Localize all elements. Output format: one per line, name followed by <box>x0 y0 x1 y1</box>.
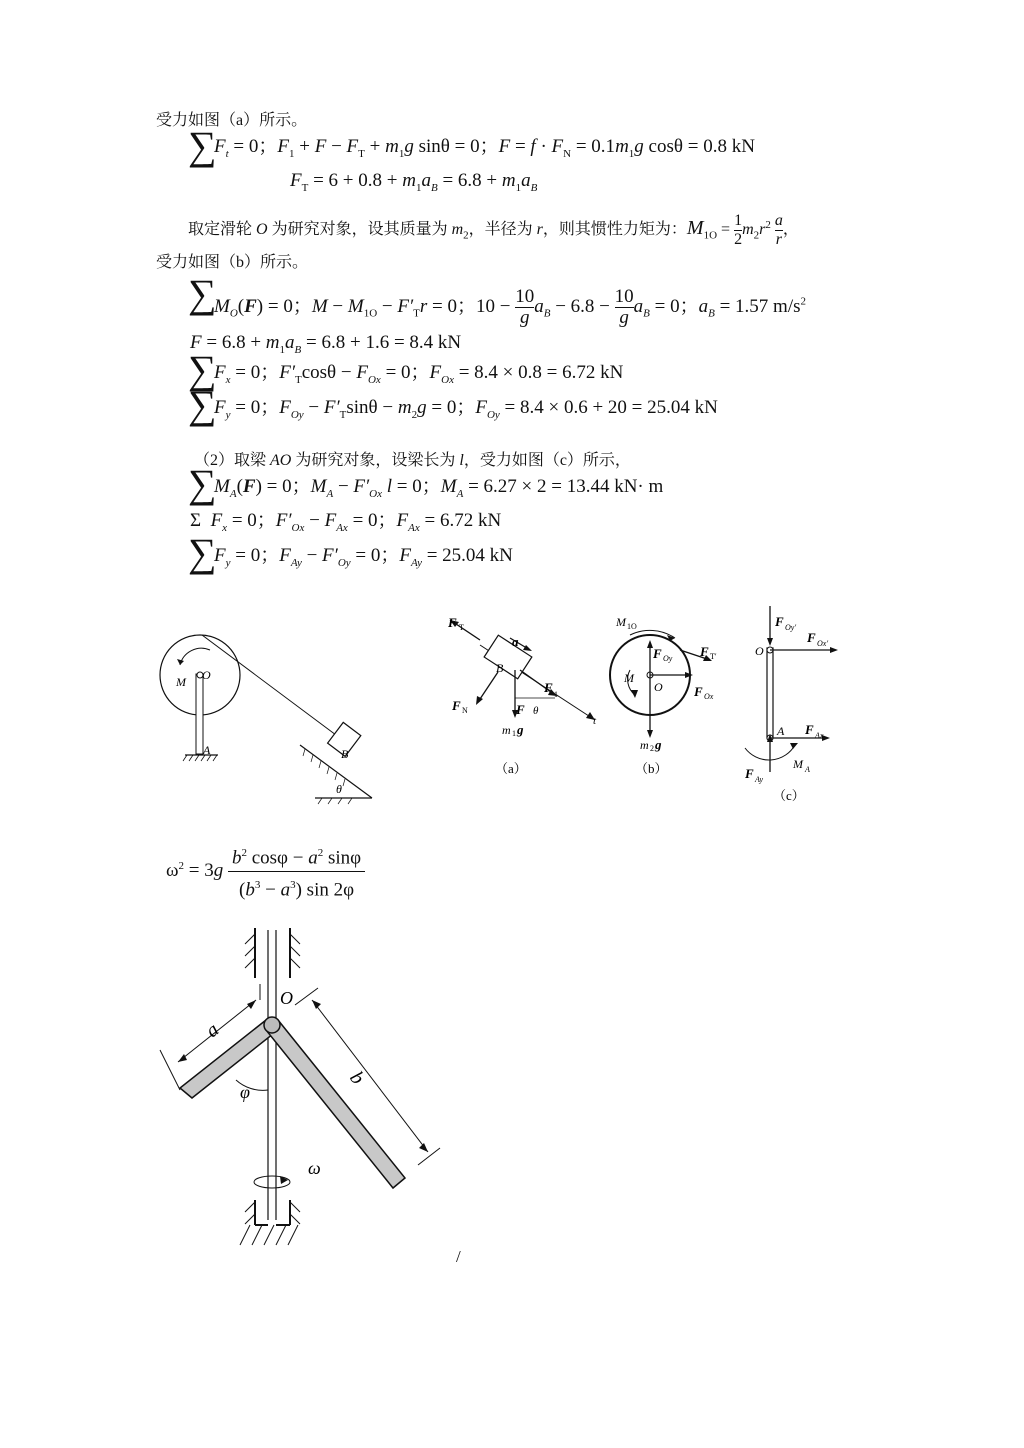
post <box>196 674 203 754</box>
label-MA: M <box>793 757 803 771</box>
text-line-1: 受力如图（a）所示。 <box>156 112 308 129</box>
label-FOx-sub: Ox′ <box>817 639 829 648</box>
label-O: O <box>202 668 211 682</box>
block <box>484 635 532 679</box>
label-FAx-sub: Ax <box>815 731 824 740</box>
label-M1O-sub: 1O <box>627 622 637 631</box>
label-F1: F <box>544 680 553 695</box>
figure-b <box>600 610 740 785</box>
label-FOy: F <box>775 614 784 629</box>
page-mark: / <box>456 1247 461 1266</box>
label-O: O <box>654 680 663 694</box>
label-FOy-sub: Oy′ <box>785 623 797 632</box>
label-FT-sub: T <box>459 623 464 632</box>
label-FAy: F <box>745 766 754 781</box>
caption-c: （c） <box>773 788 805 803</box>
label-FT: F <box>448 615 457 630</box>
label-g: g <box>517 722 524 737</box>
figure-a <box>440 610 615 785</box>
label-omega: ω <box>308 1158 321 1178</box>
label-m1g: m <box>502 723 511 737</box>
equation-4: $F = 6.8 + m_1a_B = 6.8 + 1.6 = 8.4$ kN <box>190 332 462 356</box>
label-a: a <box>512 634 519 649</box>
label-FAx: F <box>805 722 814 737</box>
label-F: F <box>516 702 525 717</box>
text-line-5: 受力如图（b）所示。 <box>156 254 309 271</box>
label-A: A <box>203 743 211 757</box>
omega-equation: $\omega^2 = 3g$ $\frac{b^2 \cos\varphi - a^2 \sin\varphi}{(b^3 - a^3) \sin 2\varphi}$ <box>166 840 365 904</box>
label-FOx: F <box>807 630 816 645</box>
equation-7: $M_A(F) = 0$；$M_A - F'_{Ox}$ l = 0；$M_A = 6.27 \times 2 = 13.44$ kN· m <box>214 476 664 500</box>
beam-AO <box>767 648 773 738</box>
equation-2: $F_T = 6 + 0.8 + m_1a_B = 6.8 + m_1a_B$ <box>290 170 538 194</box>
text-line-10: （2）取梁 AO 为研究对象，设梁长为 l，受力如图（c）所示， <box>194 452 631 469</box>
label-m2g: m <box>640 738 649 752</box>
label-M: M <box>176 675 186 689</box>
label-O: O <box>280 988 293 1008</box>
label-theta: θ <box>533 705 539 717</box>
label-O: O <box>755 644 764 658</box>
rod-b <box>266 1020 405 1188</box>
figure-c <box>735 600 855 810</box>
label-FT: F <box>700 644 709 659</box>
label-m2g-sub: 2 <box>650 744 654 753</box>
rod-a <box>180 1020 278 1098</box>
label-a: a <box>201 1018 224 1043</box>
equation-6: $F_y = 0$；$F_{Oy} - F'_T\sin\theta - m_2g = 0$；$F_{Oy} = 8.4 \times 0.6 + 20 = 25.04$ kN <box>214 397 718 421</box>
label-phi: φ <box>240 1082 250 1102</box>
caption-a: （a） <box>495 761 527 776</box>
moment-arrow <box>180 648 210 665</box>
equation-5: $F_x = 0$；$F'_T\cos\theta - F_{Ox} = 0$；$F_{Ox} = 8.4 \times 0.8 = 6.72$ kN <box>214 362 624 386</box>
label-FN: F <box>452 698 461 713</box>
label-g: g <box>655 737 662 752</box>
text-line-4: 取定滑轮 O 为研究对象，设其质量为 $m_2$，半径为 r，则其惯性力矩为：$M_{1O}$ = $\frac{1}{2}$ $m_2r^2$ $\frac{a}{r}$ ， <box>188 212 799 248</box>
label-m1g-sub: 1 <box>512 729 516 738</box>
label-B: B <box>496 661 504 675</box>
sum-symbol: ∑ <box>188 123 217 168</box>
sum-symbol: ∑ <box>188 382 217 427</box>
label-FOx-sub: Ox <box>704 692 714 701</box>
label-t: t <box>593 715 597 727</box>
label-B: B <box>341 747 349 761</box>
label-FT-sub: T′ <box>710 652 717 661</box>
label-F1-sub: 1 <box>554 690 558 699</box>
sum-symbol: ∑ <box>188 530 217 575</box>
equation-9: $F_y = 0$；$F_{Ay} - F'_{Oy} = 0$；$F_{Ay} = 25.04$ kN <box>214 545 513 569</box>
label-b: b <box>345 1067 369 1089</box>
label-FOx: F <box>694 684 703 699</box>
sum-symbol: ∑ <box>188 271 217 316</box>
label-MA-sub: A <box>805 765 810 774</box>
rotating-rod-figure <box>150 920 450 1255</box>
equation-8: Σ $F_x = 0$；$F'_{Ox} - F_{Ax} = 0$；$F_{Ax} = 6.72$ kN <box>190 510 502 534</box>
equation-1: $F_t = 0$；$F_1 + F - F_T + m_1g$ sinθ = 0；$F = f \cdot F_N = 0.1m_1g$ cosθ = 0.8 kN <box>214 136 755 160</box>
label-FOy: F <box>653 646 662 661</box>
system-figure <box>150 630 390 805</box>
caption-b: （b） <box>635 761 668 776</box>
label-FAy-sub: Ay <box>755 775 763 784</box>
label-theta: θ <box>336 782 342 796</box>
sum-symbol: ∑ <box>188 461 217 506</box>
equation-3: $M_O(F) = 0$；$M - M_{1O} - F'_Tr = 0$；10 − $\frac{10}{g}$ $a_B - 6.8$ − $\frac{10}{g}$ $a_B = 0$；$a_B = 1.57$ $m/s^2$ <box>214 286 807 328</box>
sum-symbol: ∑ <box>188 347 217 392</box>
rope <box>202 635 340 738</box>
label-M: M <box>624 671 634 685</box>
label-A: A <box>777 724 785 738</box>
label-M1O: M <box>616 615 626 629</box>
label-FOy-sub: Oy <box>663 654 673 663</box>
label-FN-sub: N <box>462 706 468 715</box>
